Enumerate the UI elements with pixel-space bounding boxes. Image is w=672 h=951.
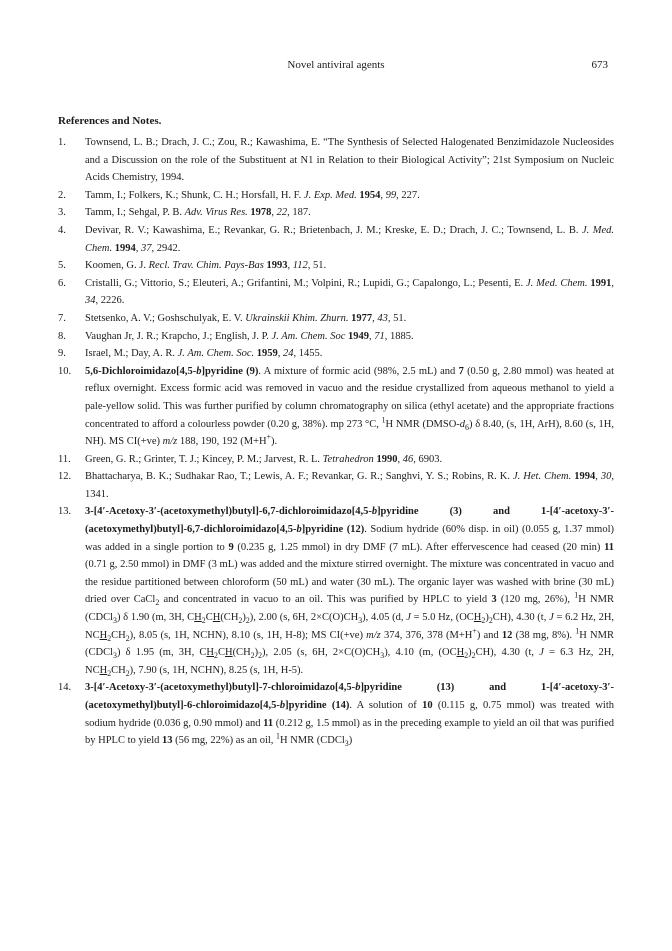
reference-number: 10. [58, 365, 72, 377]
reference-item [58, 679, 614, 749]
reference-number: 9. [58, 348, 66, 360]
reference-number: 2. [58, 189, 66, 201]
reference-number: 11. [58, 453, 71, 465]
reference-text: Tamm, I.; Sehgal, P. B. Adv. Virus Res. 1978, 22, 187. [85, 207, 311, 219]
reference-item [58, 187, 614, 205]
reference-number: 14. [58, 682, 72, 694]
reference-number: 8. [58, 330, 66, 342]
reference-item [58, 328, 614, 346]
reference-text: Tamm, I.; Folkers, K.; Shunk, C. H.; Horsfall, H. F. J. Exp. Med. 1954, 99, 227. [85, 189, 420, 201]
reference-text: 5,6-Dichloroimidazo[4,5-b]pyridine (9). A mixture of formic acid (98%, 2.5 mL) and 7 (0.50 g, 2.80 mmol) was heated at reflux overnight. Excess formic acid was removed in vacuo and the residue crystallized from aqueous methanol to yield a pale-yellow solid. This was further purified by column chromatography on silica (ethyl acetate) and the appropriate fractions concentrated to afford a colourless powder (0.20 g, 38%). mp 273 °C, $^1$H NMR $(DMSO-d_6)$ δ 8.40, (s, 1H, ArH), 8.60 (s, 1H, NH). MS CI(+ve) m/z 188, 190, 192 (M+H+). [85, 365, 614, 448]
running-head [58, 58, 614, 72]
reference-text: 3-[4′-Acetoxy-3′-(acetoxymethyl)butyl]-6,7-dichloroimidazo[4,5-b]pyridine (3) and 1-[4′-acetoxy-3′-(acetoxymethyl)butyl]-6,7-dichloroimidazo[4,5-b]pyridine (12). Sodium hydride (60% disp. in oil) (0.055 g, 1.37 mmol) was added in a single portion to 9 (0.235 g, 1.25 mmol) in dry DMF (7 mL). After effervescence had ceased (20 min) 11 (0.71 g, 2.50 mmol) in DMF (3 mL) was added and the mixture stirred overnight. The mixture was concentrated in vacuo and the residue partitioned between chloroform (50 mL) and water (30 mL). The organic layer was washed with brine (30 mL) dried over CaCl$_2$ and concentrated in vacuo to an oil. This was purified by HPLC to yield 3 (120 mg, 26%), $^1$H NMR (CDCl$_3$) δ 1.90 (m, 3H, $CH_2CH(CH_2)_2$), 2.00 (s, 6H, $2\times C(O)CH_3$), 4.05 (d, J = 5.0 Hz, $(OCH_2)_2CH$), 4.30 (t, J = 6.2 Hz, 2H, $NCH_2CH_2$), 8.05 (s, 1H, NCHN), 8.10 (s, 1H, H-8); MS CI(+ve) m/z 374, 376, 378 (M+H+) and 12 (38 mg, 8%). $^1$H NMR (CDCl$_3$) δ 1.95 (m, 3H, $CH_2CH(CH_2)_2$), 2.05 (s, 6H, $2\times C(O)CH_3$), 4.10 (m, $(OCH_2)_2CH$), 4.30 (t, J = 6.3 Hz, 2H, $NCH_2CH_2$), 7.90 (s, 1H, NCHN), 8.25 (s, 1H, H-5). [85, 506, 615, 678]
reference-text: Cristalli, G.; Vittorio, S.; Eleuteri, A.; Grifantini, M.; Volpini, R.; Lupidi, G.; Capalongo, L.; Pesenti, E. J. Med. Chem. 1991, 34, 2226. [85, 277, 614, 307]
reference-item [58, 134, 614, 187]
reference-item [58, 451, 614, 469]
running-title: Novel antiviral agents [287, 59, 385, 71]
reference-number: 7. [58, 312, 66, 324]
reference-item [58, 363, 614, 451]
reference-text: Koomen, G. J. Recl. Trav. Chim. Pays-Bas 1993, 112, 51. [85, 260, 327, 272]
reference-text: Townsend, L. B.; Drach, J. C.; Zou, R.; Kawashima, E. “The Synthesis of Selected Halogenated Benzimidazole Nucleosides and a Discussion on the role of the Substituent at N1 in Relation to their Biological Activity”; 21st Symposium on Nucleic Acids Chemistry, 1994. [85, 137, 614, 184]
reference-text: Israel, M.; Day, A. R. J. Am. Chem. Soc. 1959, 24, 1455. [85, 348, 323, 360]
reference-text: Vaughan Jr, J. R.; Krapcho, J.; English, J. P. J. Am. Chem. Soc 1949, 71, 1885. [85, 330, 414, 342]
reference-item [58, 222, 614, 257]
reference-text: Green, G. R.; Grinter, T. J.; Kincey, P. M.; Jarvest, R. L. Tetrahedron 1990, 46, 6903. [85, 453, 443, 465]
reference-number: 1. [58, 137, 66, 148]
reference-text: Stetsenko, A. V.; Goshschulyak, E. V. Ukrainskii Khim. Zhurn. 1977, 43, 51. [85, 312, 407, 324]
reference-item [58, 204, 614, 222]
reference-number: 6. [58, 277, 66, 289]
reference-item [58, 468, 614, 503]
section-heading: References and Notes. [58, 115, 162, 127]
reference-item [58, 257, 614, 275]
reference-text: Devivar, R. V.; Kawashima, E.; Revankar, G. R.; Brietenbach, J. M.; Kreske, E. D.; Drach, J. C.; Townsend, L. B. J. Med. Chem. 1994, 37, 2942. [85, 224, 614, 254]
reference-text: 3-[4′-Acetoxy-3′-(acetoxymethyl)butyl]-7-chloroimidazo[4,5-b]pyridine (13) and 1-[4′-acetoxy-3′-(acetoxymethyl)butyl]-6-chloroimidazo[4,5-b]pyridine (14). A solution of 10 (0.115 g, 0.75 mmol) was treated with sodium hydride (0.036 g, 0.90 mmol) and 11 (0.212 g, 1.5 mmol) as in the preceding example to yield an oil that was purified by HPLC to yield 13 (56 mg, 22%) as an oil, $^1$H NMR (CDCl$_3$) [85, 682, 614, 749]
reference-number: 4. [58, 224, 66, 236]
reference-item [58, 310, 614, 328]
reference-item [58, 503, 614, 679]
reference-number: 12. [58, 471, 72, 483]
reference-item [58, 345, 614, 363]
reference-list [58, 134, 614, 750]
page-number: 673 [591, 59, 608, 71]
reference-number: 13. [58, 506, 72, 518]
reference-text: Bhattacharya, B. K.; Sudhakar Rao, T.; Lewis, A. F.; Revankar, G. R.; Sanghvi, Y. S.; Robins, R. K. J. Het. Chem. 1994, 30, 1341. [85, 471, 614, 500]
reference-number: 3. [58, 207, 66, 219]
reference-number: 5. [58, 260, 66, 272]
reference-item [58, 275, 614, 310]
